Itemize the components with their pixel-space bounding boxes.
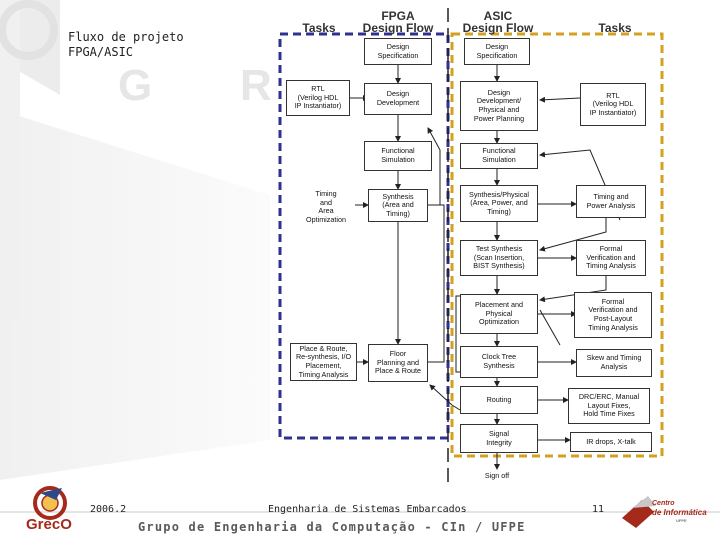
asic-flow-header: ASIC Design Flow	[462, 9, 534, 35]
asic-step-functional-simulation: Functional Simulation	[460, 143, 538, 169]
cin-logo-text-2: de Informática	[652, 508, 707, 517]
tasks-right-header: Tasks	[598, 21, 632, 35]
asic-task-formal-verification-post-layout: Formal Verification and Post-Layout Timing Analysis	[574, 292, 652, 338]
greco-logo-text: GrecO	[26, 516, 72, 533]
fpga-step-synthesis: Synthesis (Area and Timing)	[368, 189, 428, 222]
fpga-task-timing-area-optimization: Timing and Area Optimization	[306, 189, 346, 224]
fpga-task-place-route: Place & Route, Re-synthesis, I/O Placement, Timing Analysis	[290, 343, 357, 381]
slide-title: Fluxo de projeto FPGA/ASIC	[68, 30, 184, 59]
asic-step-test-synthesis: Test Synthesis (Scan Insertion, BIST Synthesis)	[460, 240, 538, 276]
svg-text:G: G	[118, 61, 153, 110]
footer-page-number: 11	[592, 504, 605, 515]
fpga-task-rtl: RTL (Verilog HDL IP Instantiator)	[286, 80, 350, 116]
asic-task-ir-drops: IR drops, X-talk	[570, 432, 652, 452]
asic-task-timing-power-analysis: Timing and Power Analysis	[576, 185, 646, 218]
asic-task-rtl: RTL (Verilog HDL IP Instantiator)	[580, 83, 646, 126]
fpga-step-floor-planning: Floor Planning and Place & Route	[368, 344, 428, 382]
asic-step-placement-optimization: Placement and Physical Optimization	[460, 294, 538, 334]
fpga-step-design-specification: Design Specification	[364, 38, 432, 65]
asic-step-design-development: Design Development/ Physical and Power Planning	[460, 81, 538, 131]
footer-year: 2006.2	[90, 504, 127, 515]
sign-off-label: Sign off	[484, 471, 510, 480]
footer-group-line: Grupo de Engenharia da Computação - CIn / UFPE	[138, 520, 526, 534]
asic-task-skew-timing-analysis: Skew and Timing Analysis	[576, 349, 652, 377]
tasks-left-header: Tasks	[302, 21, 336, 35]
asic-step-signal-integrity: Signal Integrity	[460, 424, 538, 453]
fpga-step-design-development: Design Development	[364, 83, 432, 115]
cin-logo-text-3: UFPE	[676, 518, 687, 523]
fpga-flow-header: FPGA Design Flow	[362, 9, 434, 35]
asic-task-formal-verification: Formal Verification and Timing Analysis	[576, 240, 646, 276]
background-shading	[0, 0, 272, 480]
footer-course: Engenharia de Sistemas Embarcados	[268, 504, 467, 515]
asic-step-design-specification: Design Specification	[464, 38, 530, 65]
svg-text:R: R	[240, 61, 272, 110]
asic-step-synthesis-physical: Synthesis/Physical (Area, Power, and Timing)	[460, 185, 538, 222]
cin-logo-text-1: Centro	[652, 500, 675, 507]
asic-step-routing: Routing	[460, 386, 538, 414]
asic-task-drc-erc: DRC/ERC, Manual Layout Fixes, Hold Time Fixes	[568, 388, 650, 424]
greco-logo-mark	[35, 488, 65, 518]
asic-step-clock-tree-synthesis: Clock Tree Synthesis	[460, 346, 538, 378]
fpga-step-functional-simulation: Functional Simulation	[364, 141, 432, 171]
